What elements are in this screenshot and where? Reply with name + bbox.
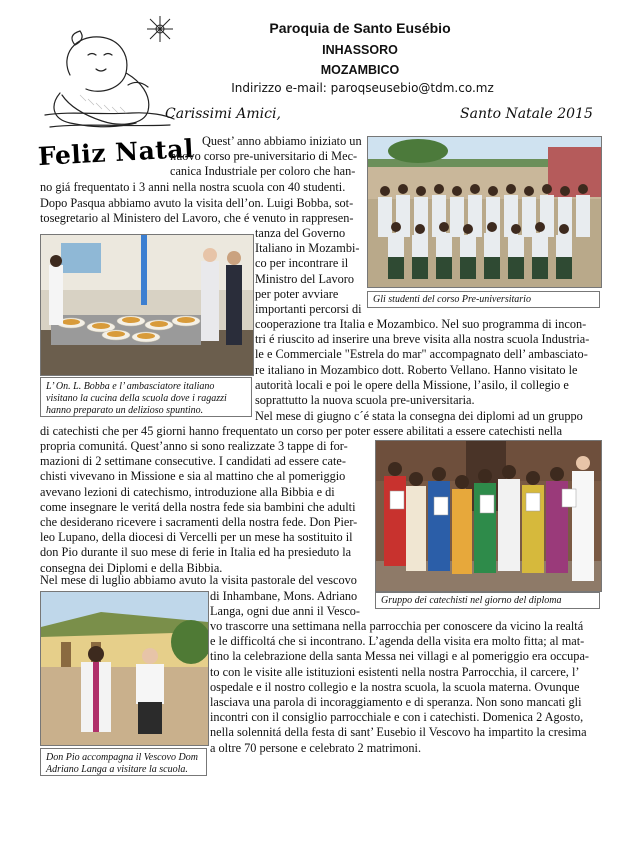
- text-line: propria comunitá. Quest’anno si sono realizzate 3 tappe di for-: [40, 439, 348, 453]
- parish-town: INHASSORO: [322, 43, 398, 57]
- students-caption: Gli studenti del corso Pre-universitario: [367, 291, 600, 308]
- text-line: di Inhambane, Mons. Adriano: [210, 589, 358, 603]
- text-line: Italiano in Mozambi-: [255, 241, 360, 256]
- text-line: cooperazione tra Italia e Mozambico. Nel suo programma di incon-: [255, 317, 587, 331]
- paragraph-1: [40, 134, 365, 195]
- text-line: di catechisti che per 45 giorni hanno frequentato un corso per poter essere abilitati a essere catechisti nella: [40, 424, 563, 438]
- paragraph-4-wide: [210, 619, 600, 756]
- star-icon: [145, 14, 175, 44]
- parish-country: MOZAMBICO: [320, 63, 400, 77]
- text-line: per poter avviare: [255, 286, 339, 301]
- paragraph-4-narrow: [210, 589, 370, 619]
- season-title: Santo Natale 2015: [460, 106, 593, 122]
- text-line: incontri con il consiglio parrocchiale e con i catechisti. Domenica 2 Agosto,: [210, 710, 584, 725]
- catechists-photo: [375, 440, 602, 592]
- text-line: le e Commerciale "Estrela do mar" accompagnato dell’ ambasciato-: [255, 347, 588, 362]
- text-line: nella solennitá della festa di sant’ Eusebio il Vescovo ha impartito la cresima: [210, 725, 587, 740]
- text-line: leo Lupano, della diocesi di Vercelli per un mese ha sostituito il: [40, 530, 353, 545]
- bishop-photo: [40, 591, 209, 746]
- bishop-caption: Don Pio accompagna il Vescovo Dom Adriano Langa a visitare la scuola.: [40, 748, 207, 776]
- text-line: re italiano in Mozambico dott. Roberto Vellano. Hanno visitato le: [255, 362, 578, 377]
- paragraph-3-full: [40, 424, 600, 439]
- paragraph-2-top: [40, 196, 365, 226]
- text-line: tri é riuscito ad inserire una breve visita alla nostra scuola Industria-: [255, 332, 590, 347]
- students-photo: [367, 136, 602, 288]
- text-line: Ministro del Lavoro: [255, 271, 355, 286]
- email-link[interactable]: paroqseusebio@tdm.co.mz: [330, 81, 494, 95]
- text-line: e le difficoltá che si incontrano. L’agenda della visita era molto fitta; al mat-: [210, 634, 585, 649]
- text-line: importanti percorsi di: [255, 302, 362, 317]
- text-line: autorità locali e poi le opere della Missione, l’asilo, il collegio e: [255, 377, 569, 392]
- paragraph-2-narrow: [255, 226, 365, 317]
- email-label: Indirizzo e-mail:: [231, 81, 331, 95]
- text-line: tanza del Governo: [255, 226, 346, 240]
- text-line: soprattutto la nuova scuola pre-universitaria.: [255, 393, 475, 408]
- text-line: lasciava una parola di incoraggiamento e di speranza. Non sono mancati gli: [210, 695, 582, 710]
- text-line: no giá frequentato i 3 anni nella nostra scuola con 40 studenti.: [40, 179, 346, 194]
- paragraph-3-top: [255, 409, 600, 424]
- text-line: mazioni di 2 settimane consecutive. I candidati ad essere cate-: [40, 454, 346, 469]
- text-line: a oltre 70 persone e celebrato 2 matrimoni.: [210, 740, 422, 755]
- text-line: Dopo Pasqua abbiamo avuto la visita dell’on. Luigi Bobba, sot-: [40, 196, 354, 210]
- kitchen-photo: [40, 234, 254, 376]
- text-line: co per incontrare il: [255, 256, 349, 271]
- text-line: Langa, ogni due anni il Vesco-: [210, 604, 361, 619]
- text-line: chisti vivevano in Missione e sia al mattino che al pomeriggio: [40, 469, 346, 484]
- text-line: canica Industriale per coloro che han-: [170, 164, 356, 179]
- text-line: Nel mese di luglio abbiamo avuto la visita pastorale del vescovo: [40, 573, 357, 587]
- text-line: Nel mese di giugno c´é stata la consegna dei diplomi ad un gruppo: [255, 409, 583, 423]
- text-line: che desiderano ricevere i sacramenti della nostra fede. Don Pier-: [40, 515, 358, 530]
- text-line: to con le visite alle istituzioni esistenti nella nostra Parrocchia, il carcere, l’: [210, 664, 580, 679]
- text-line: don Pio durante il suo mese di ferie in Italia ed ha presieduto la: [40, 545, 352, 560]
- text-line: avevano lezioni di catechismo, introduzione alla Bibbia e di: [40, 484, 335, 499]
- text-line: consegna dei Diplomi e della Bibbia.: [40, 560, 223, 575]
- text-line: vo trascorre una settimana nella parrocchia per conoscere da vicino la realtá: [210, 619, 584, 633]
- kitchen-caption: L’ On. L. Bobba e l’ ambasciatore italiano visitano la cucina della scuola dove i ragazzi hanno preparato un delizioso spuntino.: [40, 377, 252, 417]
- text-line: tosegretario al Ministero del Lavoro, che é venuto in rappresen-: [40, 211, 354, 226]
- parish-name: Paroquia de Santo Eusébio: [269, 20, 451, 36]
- paragraph-3-left: [40, 439, 370, 576]
- text-line: tino la celebrazione della santa Messa nei villagi e al pomeriggio era occupa-: [210, 649, 589, 664]
- email-line: [200, 81, 525, 95]
- text-line: ospedale e il nostro collegio e la nostra scuola, la scuola materna. Ovunque: [210, 679, 580, 694]
- text-line: nuovo corso pre-universitario di Mec-: [170, 149, 358, 164]
- text-line: Quest’ anno abbiamo iniziato un: [202, 134, 362, 148]
- feliz-natal-title: Feliz Natal: [37, 133, 195, 172]
- catechists-caption: Gruppo dei catechisti nel giorno del diploma: [375, 592, 600, 609]
- paragraph-2-wide: [255, 317, 600, 408]
- text-line: come insegnare le veritá della nostra fede sia bambini che adulti: [40, 499, 356, 514]
- paragraph-4-first: [40, 573, 370, 588]
- greeting: Carissimi Amici,: [165, 106, 281, 122]
